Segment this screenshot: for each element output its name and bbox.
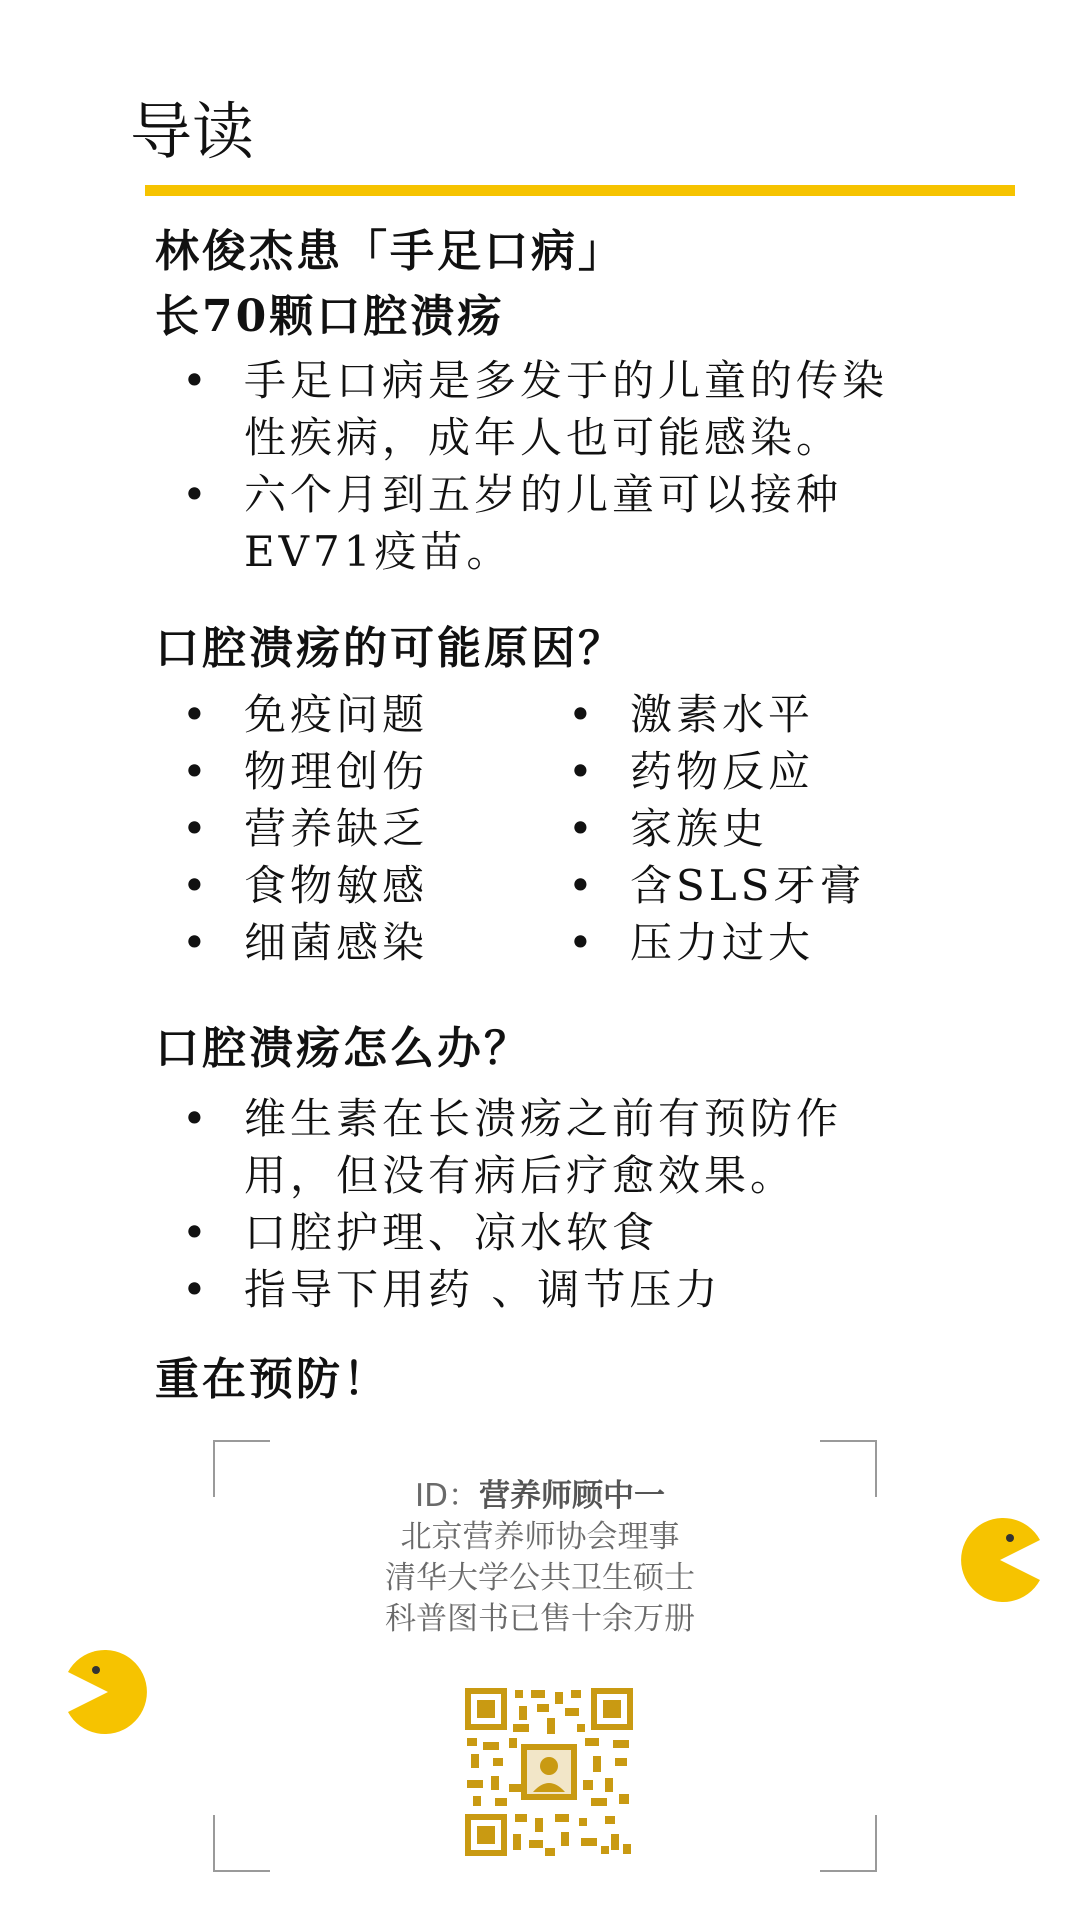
list-item: • 家族史 <box>568 800 988 857</box>
list-item: • 维生素在长溃疡之前有预防作用，但没有病后疗愈效果。 <box>182 1090 902 1204</box>
headline-line-1: 林俊杰患「手足口病」 <box>155 226 625 277</box>
intro-list <box>182 352 902 580</box>
list-item: • 压力过大 <box>568 914 988 971</box>
remedies-list <box>182 1090 902 1318</box>
list-item: • 激素水平 <box>568 686 988 743</box>
headline-line-2: 长70颗口腔溃疡 <box>155 291 505 342</box>
page-title: 导读 <box>130 95 255 168</box>
causes-heading: 口腔溃疡的可能原因？ <box>155 623 625 674</box>
list-item: • 食物敏感 <box>182 857 562 914</box>
accent-bar <box>145 185 1015 196</box>
list-item: • 指导下用药 、调节压力 <box>182 1261 902 1318</box>
author-title-2: 清华大学公共卫生硕士 <box>385 1560 695 1596</box>
list-item: • 六个月到五岁的儿童可以接种EV71疫苗。 <box>182 466 902 580</box>
causes-list-left <box>182 686 562 971</box>
frame-corner <box>213 1815 270 1872</box>
author-id: ID：营养师顾中一 <box>414 1478 665 1514</box>
qr-code[interactable] <box>465 1688 633 1856</box>
causes-list-right <box>568 686 988 971</box>
list-item: • 营养缺乏 <box>182 800 562 857</box>
list-item: • 含SLS牙膏 <box>568 857 988 914</box>
list-item: • 口腔护理、凉水软食 <box>182 1204 902 1261</box>
list-item: • 免疫问题 <box>182 686 562 743</box>
frame-corner <box>820 1815 877 1872</box>
remedies-heading: 口腔溃疡怎么办？ <box>155 1023 531 1074</box>
list-item: • 手足口病是多发于的儿童的传染性疾病，成年人也可能感染。 <box>182 352 902 466</box>
list-item: • 细菌感染 <box>182 914 562 971</box>
pacman-icon <box>66 1650 150 1734</box>
author-title-3: 科普图书已售十余万册 <box>385 1601 695 1637</box>
author-title-1: 北京营养师协会理事 <box>400 1519 680 1555</box>
list-item: • 物理创伤 <box>182 743 562 800</box>
closing-text: 重在预防！ <box>155 1354 390 1405</box>
list-item: • 药物反应 <box>568 743 988 800</box>
pacman-icon <box>958 1518 1042 1602</box>
author-profile <box>230 1476 850 1640</box>
